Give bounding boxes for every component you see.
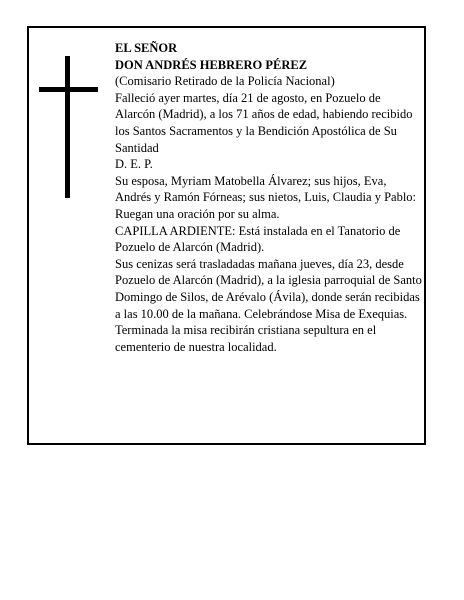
family-members: Su esposa, Myriam Matobella Álvarez; sus hijos, Eva, Andrés y Ramón Fórneas; sus nietos, Luis, Claudia y Pablo: [115,173,417,205]
transfer-details: Sus cenizas será trasladadas mañana jueves, día 23, desde Pozuelo de Alarcón (Madrid), a la iglesia parroquial de Santo Domingo de Silos, de Arévalo (Ávila), donde serán recibidas a las 10.00 de la mañana. Celebrándose Misa de Exequias. Terminada la misa recibirán cristiana sepultura en el cementerio de nuestra localidad. [115,256,422,354]
cross-vertical-bar [65,56,70,198]
notice-heading: EL SEÑOR [115,41,178,55]
obituary-notice [27,26,426,445]
latin-cross-icon [39,56,98,198]
funeral-chapel: CAPILLA ARDIENTE: Está instalada en el Tanatorio de Pozuelo de Alarcón (Madrid). [115,223,401,255]
notice-text [115,40,423,355]
deceased-title: (Comisario Retirado de la Policía Nacional) [115,74,335,89]
prayer-request: Ruegan una oración por su alma. [115,206,280,221]
cross-horizontal-bar [39,87,98,92]
deceased-name: DON ANDRÉS HEBRERO PÉREZ [115,57,308,72]
rest-in-peace: D. E. P. [115,157,153,172]
death-announcement: Falleció ayer martes, día 21 de agosto, en Pozuelo de Alarcón (Madrid), a los 71 años de edad, habiendo recibido los Santos Sacramentos y la Bendición Apostólica de Su Santidad [115,90,413,155]
